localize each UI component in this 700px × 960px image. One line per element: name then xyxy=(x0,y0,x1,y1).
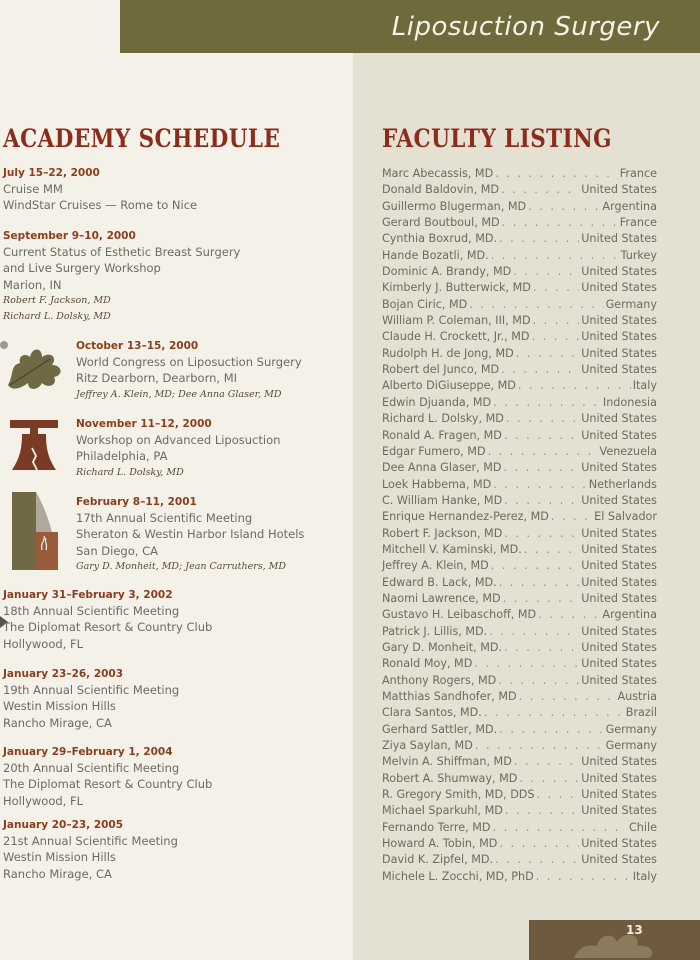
faculty-row xyxy=(382,542,657,558)
faculty-name: Hande Bozatli, MD. xyxy=(382,248,489,262)
faculty-name: Guillermo Blugerman, MD xyxy=(382,199,527,213)
event-date: February 8–11, 2001 xyxy=(76,496,197,508)
event-line: Hollywood, FL xyxy=(3,793,83,808)
leader-dots xyxy=(503,591,580,607)
faculty-country: United States xyxy=(581,673,657,687)
faculty-name: Rudolph H. de Jong, MD xyxy=(382,346,514,360)
faculty-country: Venezuela xyxy=(599,444,657,458)
faculty-row xyxy=(382,231,657,247)
faculty-name: Loek Habbema, MD xyxy=(382,477,492,491)
faculty-name: Claude H. Crockett, Jr., MD xyxy=(382,330,530,344)
faculty-country: United States xyxy=(581,575,657,589)
faculty-name: Clara Santos, MD. xyxy=(382,706,482,720)
faculty-country: United States xyxy=(581,542,657,556)
leader-dots xyxy=(533,280,579,296)
leader-dots xyxy=(499,575,580,591)
faculty-name: Anthony Rogers, MD xyxy=(382,673,497,687)
leader-dots xyxy=(489,624,579,640)
leader-dots xyxy=(532,329,580,345)
faculty-row xyxy=(382,591,657,607)
faculty-name: David K. Zipfel, MD. xyxy=(382,853,494,867)
event-line: Current Status of Esthetic Breast Surgery xyxy=(3,245,241,260)
faculty-row xyxy=(382,656,657,672)
faculty-country: Germany xyxy=(605,297,657,311)
leader-dots xyxy=(495,166,618,182)
faculty-row xyxy=(382,624,657,640)
event-line: San Diego, CA xyxy=(76,543,158,558)
leader-dots xyxy=(504,460,580,476)
faculty-name: Gustavo H. Leibaschoff, MD xyxy=(382,608,537,622)
leader-dots xyxy=(528,199,600,215)
faculty-name: Dee Anna Glaser, MD xyxy=(382,461,502,475)
faculty-row xyxy=(382,362,657,378)
leader-dots xyxy=(504,526,579,542)
event-line: Rancho Mirage, CA xyxy=(3,715,112,730)
liberty-bell-icon xyxy=(8,418,60,476)
event-line: Ritz Dearborn, Dearborn, MI xyxy=(76,371,238,386)
leader-dots xyxy=(484,705,624,721)
event-line: World Congress on Liposuction Surgery xyxy=(76,355,302,370)
event-line: 19th Annual Scientific Meeting xyxy=(3,683,180,698)
faculty-row xyxy=(382,722,657,738)
faculty-name: Michael Sparkuhl, MD xyxy=(382,804,503,818)
faculty-name: Donald Baldovin, MD xyxy=(382,183,499,197)
event-presenter: Jeffrey A. Klein, MD; Dee Anna Glaser, MD xyxy=(76,388,282,400)
faculty-name: Melvin A. Shiffman, MD xyxy=(382,755,512,769)
faculty-country: United States xyxy=(581,640,657,654)
faculty-country: United States xyxy=(581,526,657,540)
leader-dots xyxy=(504,640,579,656)
leader-dots xyxy=(518,378,631,394)
event-october-2000 xyxy=(76,338,302,403)
leader-dots xyxy=(514,754,579,770)
faculty-name: Matthias Sandhofer, MD xyxy=(382,690,517,703)
leader-dots xyxy=(493,395,601,411)
event-line: The Diplomat Resort & Country Club xyxy=(3,620,213,635)
event-line: Cruise MM xyxy=(3,182,63,197)
faculty-country: United States xyxy=(581,804,657,818)
event-line: 17th Annual Scientific Meeting xyxy=(76,511,253,526)
faculty-name: Ronald A. Fragen, MD xyxy=(382,428,502,442)
event-line: The Diplomat Resort & Country Club xyxy=(3,777,213,792)
faculty-name: Bojan Ciric, MD xyxy=(382,297,468,311)
leader-dots xyxy=(491,558,579,574)
faculty-row xyxy=(382,329,657,345)
faculty-country: United States xyxy=(581,591,657,605)
faculty-country: United States xyxy=(581,314,657,328)
faculty-country: Germany xyxy=(605,722,657,736)
header-title: Liposuction Surgery xyxy=(391,12,660,42)
faculty-name: Patrick J. Lillis, MD. xyxy=(382,624,488,638)
faculty-row xyxy=(382,526,657,542)
leaf-watermark-icon xyxy=(569,922,659,960)
faculty-row xyxy=(382,248,657,264)
event-january-2004 xyxy=(3,744,212,809)
schedule-title: ACADEMY SCHEDULE xyxy=(3,124,281,153)
faculty-name: Robert del Junco, MD xyxy=(382,363,500,377)
faculty-row xyxy=(382,803,657,819)
faculty-country: France xyxy=(619,216,657,230)
leader-dots xyxy=(519,771,579,787)
faculty-row xyxy=(382,428,657,444)
event-date: January 31–February 3, 2002 xyxy=(3,589,173,601)
faculty-name: Ziya Saylan, MD xyxy=(382,739,473,753)
faculty-name: Michele L. Zocchi, MD, PhD xyxy=(382,869,534,883)
faculty-row xyxy=(382,771,657,787)
leader-dots xyxy=(504,493,579,509)
leader-dots xyxy=(551,509,592,525)
faculty-country: United States xyxy=(581,232,657,246)
leader-dots xyxy=(499,231,579,247)
faculty-name: William P. Coleman, III, MD xyxy=(382,314,531,328)
faculty-name: Edward B. Lack, MD. xyxy=(382,575,497,589)
faculty-country: United States xyxy=(581,281,657,295)
leader-dots xyxy=(519,689,616,705)
faculty-name: Enrique Hernandez-Perez, MD xyxy=(382,510,549,524)
leader-dots xyxy=(506,411,579,427)
faculty-country: France xyxy=(619,167,657,180)
leader-dots xyxy=(469,297,603,313)
faculty-country: United States xyxy=(581,624,657,638)
event-line: and Live Surgery Workshop xyxy=(3,261,161,276)
leader-dots xyxy=(538,607,600,623)
faculty-name: Naomi Lawrence, MD xyxy=(382,591,501,605)
faculty-row xyxy=(382,820,657,836)
faculty-name: Marc Abecassis, MD xyxy=(382,167,494,180)
faculty-row xyxy=(382,493,657,509)
faculty-country: United States xyxy=(581,428,657,442)
event-date: January 23–26, 2003 xyxy=(3,668,124,680)
faculty-row xyxy=(382,280,657,296)
page-number: 13 xyxy=(626,923,643,937)
faculty-row xyxy=(382,297,657,313)
event-line: Westin Mission Hills xyxy=(3,850,116,865)
faculty-row xyxy=(382,575,657,591)
faculty-name: Robert F. Jackson, MD xyxy=(382,526,503,540)
event-date: July 15–22, 2000 xyxy=(3,167,100,179)
footer-band xyxy=(529,920,700,960)
faculty-row xyxy=(382,313,657,329)
faculty-name: Richard L. Dolsky, MD xyxy=(382,412,504,426)
event-january-2003 xyxy=(3,666,179,731)
leader-dots xyxy=(492,820,627,836)
faculty-name: Gerhard Sattler, MD. xyxy=(382,722,498,736)
faculty-country: United States xyxy=(581,412,657,426)
faculty-country: United States xyxy=(581,771,657,785)
faculty-name: Howard A. Tobin, MD xyxy=(382,837,498,851)
event-january-2005 xyxy=(3,817,178,882)
leader-dots xyxy=(504,428,579,444)
faculty-country: United States xyxy=(581,657,657,671)
faculty-country: Italy xyxy=(632,379,657,393)
event-line: 20th Annual Scientific Meeting xyxy=(3,761,180,776)
leader-dots xyxy=(498,673,579,689)
event-november-2000 xyxy=(76,416,280,481)
faculty-country: El Salvador xyxy=(594,510,657,524)
faculty-row xyxy=(382,264,657,280)
faculty-country: United States xyxy=(581,788,657,802)
leader-dots xyxy=(513,264,579,280)
faculty-row xyxy=(382,166,657,182)
faculty-row xyxy=(382,754,657,770)
event-line: Marion, IN xyxy=(3,277,62,292)
faculty-title: FACULTY LISTING xyxy=(382,124,612,153)
faculty-name: Cynthia Boxrud, MD. xyxy=(382,232,498,246)
faculty-name: Edgar Fumero, MD xyxy=(382,444,486,458)
event-line: 18th Annual Scientific Meeting xyxy=(3,604,180,619)
faculty-country: Italy xyxy=(632,869,657,883)
event-february-2001 xyxy=(76,494,304,575)
event-presenter: Gary D. Monheit, MD; Jean Carruthers, MD xyxy=(76,560,286,572)
faculty-country: United States xyxy=(581,183,657,197)
header-band xyxy=(120,0,700,53)
faculty-country: Indonesia xyxy=(602,395,657,409)
faculty-country: Netherlands xyxy=(588,477,657,491)
faculty-row xyxy=(382,444,657,460)
faculty-row xyxy=(382,738,657,754)
event-september-2000 xyxy=(3,228,240,325)
event-line: Workshop on Advanced Liposuction xyxy=(76,433,281,448)
faculty-row xyxy=(382,705,657,721)
event-line: WindStar Cruises — Rome to Nice xyxy=(3,198,198,213)
leader-dots xyxy=(533,313,580,329)
event-january-2002 xyxy=(3,587,212,652)
leader-dots xyxy=(501,182,579,198)
faculty-name: Mitchell V. Kaminski, MD. xyxy=(382,542,522,556)
faculty-country: United States xyxy=(581,346,657,360)
faculty-country: United States xyxy=(581,461,657,475)
faculty-name: Alberto DiGiuseppe, MD xyxy=(382,379,516,393)
faculty-row xyxy=(382,378,657,394)
faculty-country: United States xyxy=(581,493,657,507)
faculty-name: R. Gregory Smith, MD, DDS xyxy=(382,788,535,802)
leader-dots xyxy=(516,346,579,362)
oak-leaf-icon xyxy=(0,335,72,395)
faculty-country: Turkey xyxy=(620,248,657,262)
event-line: 21st Annual Scientific Meeting xyxy=(3,834,178,849)
faculty-name: Dominic A. Brandy, MD xyxy=(382,265,512,279)
faculty-name: Ronald Moy, MD xyxy=(382,657,473,671)
faculty-country: United States xyxy=(581,559,657,573)
event-line: Hollywood, FL xyxy=(3,636,83,651)
faculty-row xyxy=(382,787,657,803)
event-presenter: Robert F. Jackson, MD xyxy=(3,294,111,306)
faculty-name: C. William Hanke, MD xyxy=(382,493,503,507)
event-date: September 9–10, 2000 xyxy=(3,230,136,242)
event-july-2000 xyxy=(3,165,197,214)
event-line: Sheraton & Westin Harbor Island Hotels xyxy=(76,527,305,542)
sail-tower-icon xyxy=(12,492,62,570)
faculty-country: United States xyxy=(581,265,657,279)
event-date: November 11–12, 2000 xyxy=(76,418,212,430)
faculty-country: Brazil xyxy=(625,706,657,720)
leader-dots xyxy=(491,248,619,264)
leader-dots xyxy=(502,215,618,231)
faculty-name: Fernando Terre, MD xyxy=(382,820,491,834)
faculty-row xyxy=(382,509,657,525)
leader-dots xyxy=(536,869,631,885)
faculty-row xyxy=(382,869,657,885)
faculty-list xyxy=(382,166,657,885)
leader-dots xyxy=(524,542,579,558)
leader-dots xyxy=(475,738,604,754)
leader-dots xyxy=(537,787,580,803)
event-presenter: Richard L. Dolsky, MD xyxy=(3,311,111,323)
event-line: Westin Mission Hills xyxy=(3,699,116,714)
faculty-name: Robert A. Shumway, MD xyxy=(382,771,518,785)
faculty-name: Gerard Boutboul, MD xyxy=(382,216,500,230)
leader-dots xyxy=(505,803,579,819)
leader-dots xyxy=(501,362,579,378)
event-line: Rancho Mirage, CA xyxy=(3,866,112,881)
event-date: October 13–15, 2000 xyxy=(76,340,199,352)
faculty-row xyxy=(382,460,657,476)
faculty-row xyxy=(382,836,657,852)
event-presenter: Richard L. Dolsky, MD xyxy=(76,466,184,478)
faculty-country: United States xyxy=(581,363,657,377)
faculty-row xyxy=(382,852,657,868)
faculty-row xyxy=(382,411,657,427)
faculty-row xyxy=(382,182,657,198)
faculty-row xyxy=(382,477,657,493)
faculty-country: Germany xyxy=(605,739,657,753)
faculty-row xyxy=(382,673,657,689)
leader-dots xyxy=(493,477,587,493)
faculty-country: Chile xyxy=(628,820,657,834)
faculty-country: Argentina xyxy=(602,608,657,622)
leader-dots xyxy=(495,852,579,868)
faculty-row xyxy=(382,640,657,656)
faculty-country: United States xyxy=(581,837,657,851)
event-date: January 20–23, 2005 xyxy=(3,819,124,831)
faculty-country: United States xyxy=(581,755,657,769)
faculty-row xyxy=(382,346,657,362)
faculty-country: Austria xyxy=(617,690,657,703)
faculty-row xyxy=(382,607,657,623)
leader-dots xyxy=(499,722,603,738)
faculty-row xyxy=(382,199,657,215)
faculty-country: Argentina xyxy=(602,199,657,213)
faculty-country: United States xyxy=(581,330,657,344)
event-date: January 29–February 1, 2004 xyxy=(3,746,173,758)
faculty-name: Gary D. Monheit, MD. xyxy=(382,640,503,654)
faculty-name: Kimberly J. Butterwick, MD xyxy=(382,281,531,295)
faculty-row xyxy=(382,558,657,574)
faculty-country: United States xyxy=(581,853,657,867)
faculty-name: Edwin Djuanda, MD xyxy=(382,395,492,409)
faculty-row xyxy=(382,689,657,705)
leader-dots xyxy=(488,444,598,460)
leader-dots xyxy=(499,836,579,852)
faculty-row xyxy=(382,215,657,231)
leader-dots xyxy=(474,656,579,672)
event-line: Philadelphia, PA xyxy=(76,449,168,464)
faculty-row xyxy=(382,395,657,411)
faculty-name: Jeffrey A. Klein, MD xyxy=(382,559,489,573)
